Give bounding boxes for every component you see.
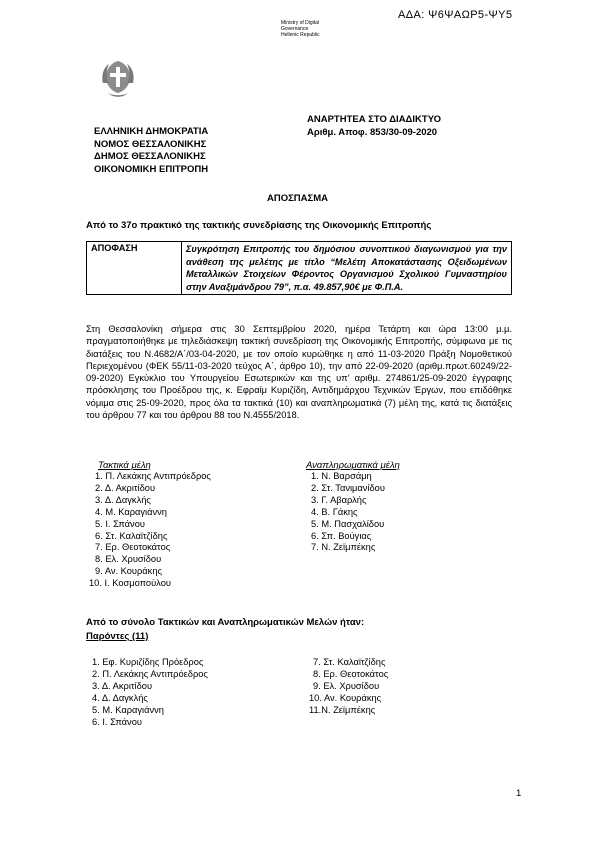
list-item: 7. Ερ. Θεοτοκάτος [95,542,171,553]
signature-line: Ministry of Digital [281,20,320,26]
present-left-list [92,657,208,728]
decision-label: ΑΠΟΦΑΣΗ [87,242,182,295]
regular-members-list [89,471,211,590]
regular-members-column [89,460,211,590]
decision-number: Αριθμ. Αποφ. 853/30-09-2020 [307,127,438,138]
present-label: Παρόντες (11) [86,631,149,642]
body-paragraph: Στη Θεσσαλονίκη σήμερα στις 30 Σεπτεμβρίου 2020, ημέρα Τετάρτη και ώρα 13:00 μ.μ. πραγματοποιήθηκε με τηλεδιάσκεψη τακτική συνεδρίαση της Οικονομικής Επιτροπής, σύμφωνα με τις διατάξεις του Ν.4682/Α΄/03-04-2020, με τον οποίο κυρώθηκε η από 11-03-2020 Πράξη Νομοθετικού Περιεχομένου (ΦΕΚ 55/11-03-2020 τεύχος Α΄, άρθρο 10), την από 22-09-2020 (αριθμ.πρωτ.60249/22-09-2020) Εγκύκλιο του Υπουργείου Εσωτερικών και της υπ’ αριθμ. 274861/25-09-2020 έγγραφης πρόσκλησης του Προέδρου της, κ. Εφραίμ Κυριζίδη, Αντιδημάρχου Τεχνικών Έργων, που επιδόθηκε νόμιμα στις 25-09-2020, προς όλα τα τακτικά (10) και αναπληρωματικά (7) μέλη της, κατά τις διατάξεις του άρθρου 77 και του άρθρου 88 του Ν.4555/2018. [86,324,512,421]
list-item: 6. Στ. Καλαϊτζίδης [95,530,168,541]
list-item: 4. Δ. Δαγκλής [92,692,148,703]
list-item: 1. Εφ. Κυριζίδης Πρόεδρος [92,657,204,667]
coat-of-arms-seal [95,55,141,101]
list-item: 11.Ν. Ζεϊμπέκης [309,704,376,715]
ada-code: ΑΔΑ: Ψ6ΨΑΩΡ5-ΨΥ5 [398,9,513,21]
present-right-column [309,657,389,717]
list-item: 1. Π. Λεκάκης Αντιπρόεδρος [95,471,211,481]
list-item: 5. Μ. Πασχαλίδου [311,518,385,529]
header-left-block [94,126,208,176]
list-item: 8. Ερ. Θεοτοκάτος [313,668,389,679]
list-item: 9. Αν. Κουράκης [95,566,162,577]
list-item: 6. Ι. Σπάνου [92,716,142,727]
list-item: 5. Μ. Καραγιάννη [92,704,164,715]
present-left-column [92,657,208,728]
substitute-members-column [306,460,400,554]
substitute-members-heading: Αναπληρωματικά μέλη [306,460,400,471]
authority-line: ΟΙΚΟΝΟΜΙΚΗ ΕΠΙΤΡΟΠΗ [94,163,209,175]
list-item: 2. Π. Λεκάκης Αντιπρόεδρος [92,668,208,679]
list-item: 1. Ν. Βαρσάμη [311,471,372,481]
signature-line: Governance [281,26,309,32]
authority-line: ΕΛΛΗΝΙΚΗ ΔΗΜΟΚΡΑΤΙΑ [94,126,209,137]
list-item: 5. Ι. Σπάνου [95,518,145,529]
header-right-block [307,113,441,139]
list-item: 4. Μ. Καραγιάννη [95,506,167,517]
document-title: ΑΠΟΣΠΑΣΜΑ [266,193,328,204]
decision-table [86,241,512,295]
authority-line: ΝΟΜΟΣ ΘΕΣΣΑΛΟΝΙΚΗΣ [94,138,207,150]
list-item: 9. Ελ. Χρυσίδου [313,680,380,691]
publish-note: ΑΝΑΡΤΗΤΕΑ ΣΤΟ ΔΙΑΔΙΚΤΥΟ [307,114,442,125]
digital-signature-stamp [281,20,320,38]
list-item: 3. Δ. Δαγκλής [95,494,151,505]
list-item: 2. Στ. Τανιμανίδου [311,482,385,493]
document-subtitle: Από το 37ο πρακτικό της τακτικής συνεδρίασης της Οικονομικής Επιτροπής [86,220,432,231]
list-item: 7. Στ. Καλαϊτζίδης [313,657,386,667]
summary-title: Από το σύνολο Τακτικών και Αναπληρωματικών Μελών ήταν: [86,617,365,628]
present-right-list [309,657,389,717]
list-item: 10. Ι. Κοσμοπούλου [89,578,171,589]
signature-line: Hellenic Republic [281,32,320,38]
list-item: 3. Δ. Ακριτίδου [92,680,153,691]
list-item: 4. Β. Γάκης [311,506,358,517]
list-item: 3. Γ. Αβαρλής [311,494,367,505]
regular-members-heading: Τακτικά μέλη [98,460,151,471]
list-item: 10. Αν. Κουράκης [309,692,382,703]
substitute-members-list [311,471,400,554]
authority-line: ΔΗΜΟΣ ΘΕΣΣΑΛΟΝΙΚΗΣ [94,151,206,162]
list-item: 2. Δ. Ακριτίδου [95,482,156,493]
list-item: 6. Σπ. Βούγιας [311,530,372,541]
page-number: 1 [516,788,522,799]
list-item: 8. Ελ. Χρυσίδου [95,554,162,565]
list-item: 7. Ν. Ζεϊμπέκης [311,542,376,553]
decision-text: Συγκρότηση Επιτροπής του δημόσιου συνοπτικού διαγωνισμού για την ανάθεση της μελέτης με τίτλο “Μελέτη Αποκατάστασης Οξειδωμένων Μεταλλικών Στοιχείων Φέροντος Οργανισμού Σχολικού Γυμναστηρίου στην Αναξιμάνδρου 79”, π.α. 49.857,90€ με Φ.Π.Α. [182,242,512,295]
